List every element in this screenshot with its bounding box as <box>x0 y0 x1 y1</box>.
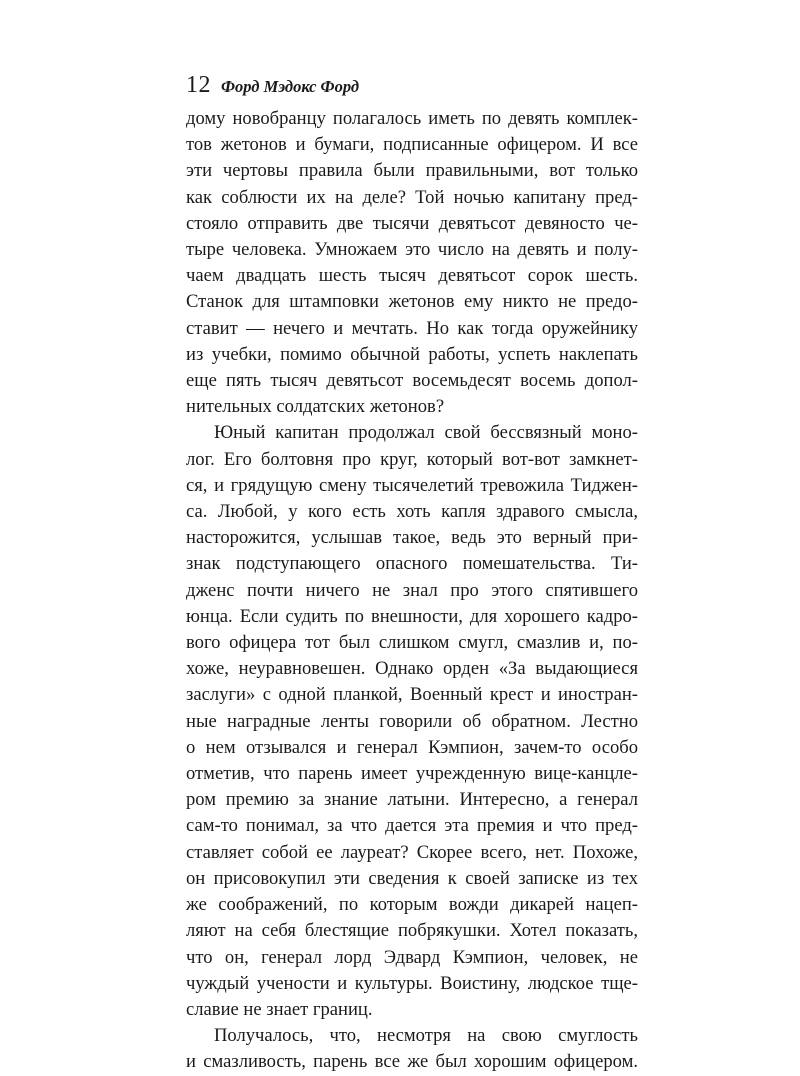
text-line: сам-то понимал, за что дается эта премия и что пред- <box>186 815 638 837</box>
text-line: са. Любой, у кого есть хоть капля здравого смысла, <box>186 501 638 523</box>
text-line: тыре человека. Умножаем это число на девять и полу- <box>186 239 638 261</box>
text-line: Станок для штамповки жетонов ему никто не предо- <box>186 291 638 313</box>
page-number: 12 <box>186 72 211 98</box>
text-line: ные наградные ленты говорили об обратном. Лестно <box>186 710 638 732</box>
text-line: чаем двадцать шесть тысяч девятьсот сорок шесть. <box>186 265 638 287</box>
text-line: нительных солдатских жетонов? <box>186 396 445 418</box>
text-line: вого офицера тот был слишком смугл, смазлив и, по- <box>186 632 638 654</box>
text-line: же соображений, по которым вожди дикарей нацеп- <box>186 894 638 916</box>
text-line: насторожится, услышав такое, ведь это верный при- <box>186 527 638 549</box>
text-line: еще пять тысяч девятьсот восемьдесят восемь допол- <box>186 370 638 392</box>
text-line: о нем отзывался и генерал Кэмпион, зачем-то особо <box>186 736 638 758</box>
text-line: дому новобранцу полагалось иметь по девять комплек- <box>186 108 638 129</box>
text-line: чуждый учености и культуры. Воистину, людское тще- <box>186 972 638 994</box>
text-line: юнца. Если судить по внешности, для хорошего кадро- <box>186 605 638 627</box>
text-line: лог. Его болтовня про круг, который вот-вот замкнет- <box>186 448 638 470</box>
text-line: что он, генерал лорд Эдвард Кэмпион, человек, не <box>186 946 638 968</box>
text-line: ставит — нечего и мечтать. Но как тогда оружейнику <box>186 317 638 339</box>
text-line: заслуги» с одной планкой, Военный крест и иностран- <box>186 684 638 706</box>
text-line: и смазливость, парень все же был хорошим офицером. <box>186 1051 638 1073</box>
text-line: как соблюсти их на деле? Той ночью капитану пред- <box>186 186 638 208</box>
paragraph <box>186 1023 638 1075</box>
text-line: эти чертовы правила были правильными, вот только <box>186 160 638 182</box>
text-line: тов жетонов и бумаги, подписанные офицером. И все <box>186 134 638 156</box>
paragraph <box>186 106 638 420</box>
text-line: Получалось, что, несмотря на свою смуглость <box>214 1025 638 1047</box>
running-head <box>186 72 359 102</box>
text-line: ром премию за знание латыни. Интересно, а генерал <box>186 789 638 811</box>
text-line: он присовокупил эти сведения к своей записке из тех <box>186 867 638 889</box>
text-line: славие не знает границ. <box>186 998 373 1020</box>
text-line: хоже, неуравновешен. Однако орден «За выдающиеся <box>186 658 638 680</box>
text-line: ставляет собой ее лауреат? Скорее всего, нет. Похоже, <box>186 841 638 863</box>
text-line: ляют на себя блестящие побрякушки. Хотел показать, <box>186 920 638 942</box>
paragraph <box>186 420 638 1023</box>
text-line: отметив, что парень имеет учрежденную вице-канцле- <box>186 763 638 785</box>
text-line: ся, и грядущую смену тысячелетий тревожила Тиджен- <box>186 474 638 496</box>
running-title: Форд Мэдокс Форд <box>221 77 360 96</box>
text-line: знак подступающего опасного помешательства. Ти- <box>186 553 638 575</box>
text-line: дженс почти ничего не знал про этого спятившего <box>186 579 638 601</box>
text-line: стояло отправить две тысячи девятьсот девяносто че- <box>186 212 638 234</box>
body-text <box>186 106 638 1076</box>
text-line: из учебки, помимо обычной работы, успеть наклепать <box>186 343 638 365</box>
text-line: Юный капитан продолжал свой бессвязный моно- <box>214 422 638 444</box>
